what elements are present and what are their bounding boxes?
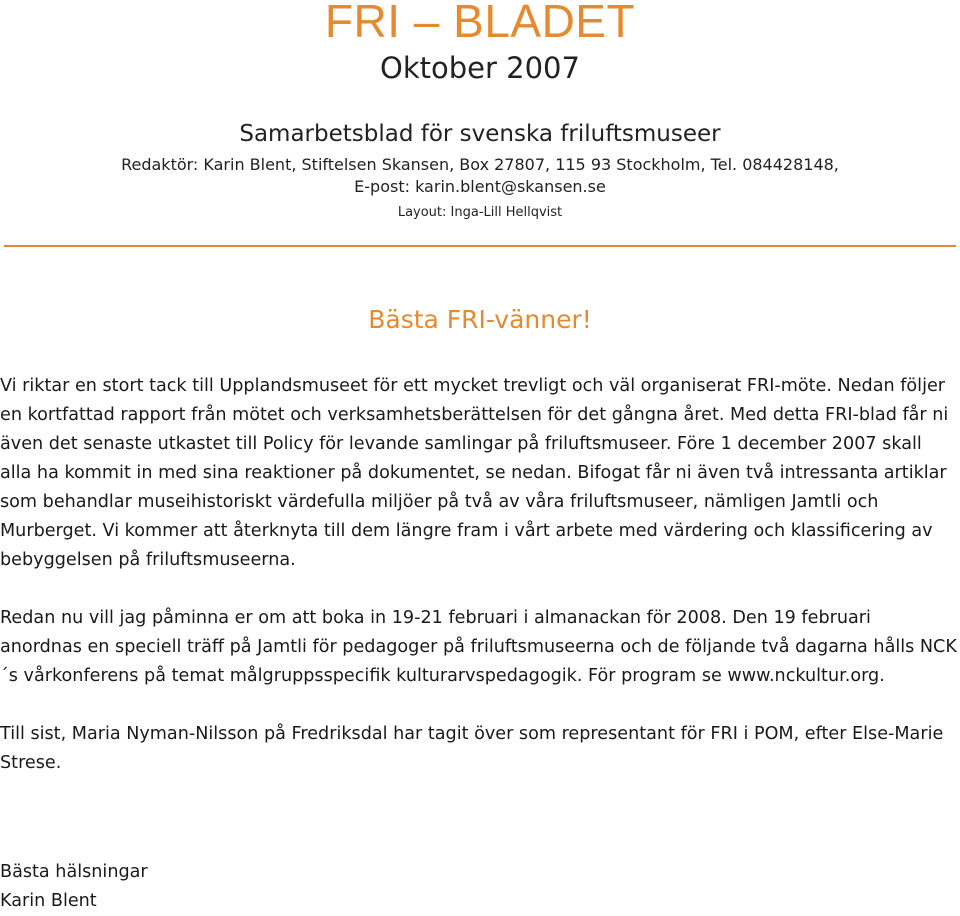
editor-address-line: Redaktör: Karin Blent, Stiftelsen Skansen, Box 27807, 115 93 Stockholm, Tel. 084428148, [121, 155, 839, 174]
editor-info [0, 154, 960, 198]
letter-paragraph-representative: Till sist, Maria Nyman-Nilsson på Fredriksdal har tagit över som representant för FRI i POM, efter Else-Marie Strese. [0, 724, 944, 773]
letter-paragraph-dates: Redan nu vill jag påminna er om att boka in 19-21 februari i almanackan för 2008. Den 19 februari anordnas en speciell träff på Jamtli för pedagoger på friluftsmuseerna och de följande två dagarna hålls NCK´s vårkonferens på temat målgruppsspecifik kulturarvspedagogik. För program se www.nckultur.org. [0, 608, 957, 686]
issue-date: Oktober 2007 [380, 51, 580, 85]
letter-paragraph-intro: Vi riktar en stort tack till Upplandsmuseet för ett mycket trevligt och väl organiserat FRI-möte. Nedan följer en kortfattad rapport från mötet och verksamhetsberättelsen för det gångna året. Med detta FRI-blad får ni även det senaste utkastet till Policy för levande samlingar på friluftsmuseer. Före 1 december 2007 skall alla ha kommit in med sina reaktioner på dokumentet, se nedan. Bifogat får ni även två intressanta artiklar som behandlar museihistoriskt värdefulla miljöer på två av våra friluftsmuseer, nämligen Jamtli och Murberget. Vi kommer att återknyta till dem längre fram i vårt arbete med värdering och klassificering av bebyggelsen på friluftsmuseerna. [0, 376, 949, 570]
newsletter-title: FRI – BLADET [324, 0, 636, 47]
letter-signoff [0, 858, 148, 916]
letter-signature: Karin Blent [0, 891, 97, 911]
newsletter-tagline: Samarbetsblad för svenska friluftsmuseer [239, 121, 721, 147]
editor-email-line: E-post: karin.blent@skansen.se [354, 177, 606, 196]
letter-body [0, 372, 958, 778]
layout-credit: Layout: Inga-Lill Hellqvist [397, 205, 563, 220]
letter-heading: Bästa FRI-vänner! [368, 305, 592, 334]
header-divider [4, 245, 956, 247]
letter-closing: Bästa hälsningar [0, 862, 148, 882]
